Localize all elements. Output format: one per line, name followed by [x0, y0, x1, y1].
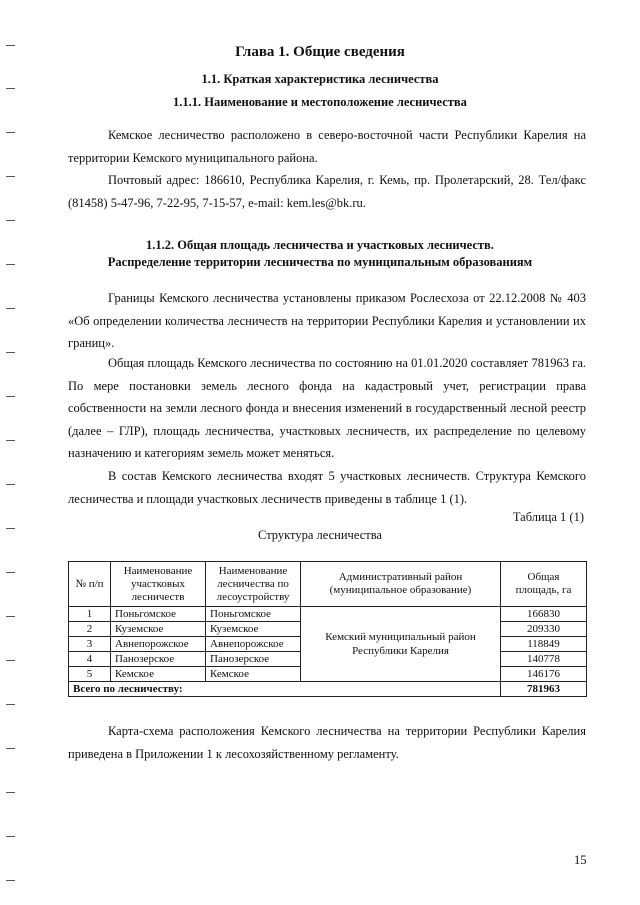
- paragraph-area: Общая площадь Кемского лесничества по состоянию на 01.01.2020 составляет 781963 га. По мере постановки земель лесного фонда на кадастровый учет, регистрации права собственности на земли лесного фонда и внесения изменений в государственный лесной реестр (далее – ГЛР), площадь лесничества, участковых лесничеств, их распределение по целевому назначению и категориям земель может меняться.: [68, 356, 586, 460]
- cell-area: 118849: [501, 637, 587, 652]
- section-heading-1-1-2-line2: Распределение территории лесничества по муниципальным образованиям: [107, 255, 533, 269]
- margin-mark: [6, 132, 15, 133]
- paragraph-location: Кемское лесничество расположено в северо-восточной части Республики Карелия на территории Кемского муниципального района.: [68, 128, 586, 165]
- cell-name: Куземское: [111, 622, 206, 637]
- cell-name: Панозерское: [111, 652, 206, 667]
- margin-mark: [6, 176, 15, 177]
- cell-area: 209330: [501, 622, 587, 637]
- paragraph-address: Почтовый адрес: 186610, Республика Карелия, г. Кемь, пр. Пролетарский, 28. Тел/факс (81458) 5-47-96, 7-22-95, 7-15-57, e-mail: kem.les@bk.ru.: [68, 173, 586, 210]
- section-heading-1-1-1: 1.1.1. Наименование и местоположение лесничества: [173, 95, 467, 109]
- cell-area: 140778: [501, 652, 587, 667]
- cell-survey-name: Авнепорожское: [206, 637, 301, 652]
- cell-admin-district: Кемский муниципальный район Республики Карелия: [301, 607, 501, 682]
- margin-mark: [6, 836, 15, 837]
- cell-survey-name: Панозерское: [206, 652, 301, 667]
- total-label: Всего по лесничеству:: [69, 682, 501, 697]
- header-admin-district: Административный район (муниципальное образование): [301, 562, 501, 607]
- cell-area: 146176: [501, 667, 587, 682]
- paragraph-borders: Границы Кемского лесничества установлены приказом Рослесхоза от 22.12.2008 № 403 «Об определении количества лесничеств на территории Республики Карелия и установлении их границ».: [68, 291, 586, 350]
- paragraph-structure: В состав Кемского лесничества входят 5 участковых лесничеств. Структура Кемского лесничества и площади участковых лесничеств приведены в таблице 1 (1).: [68, 469, 586, 506]
- margin-mark: [6, 616, 15, 617]
- cell-name: Авнепорожское: [111, 637, 206, 652]
- margin-mark: [6, 352, 15, 353]
- margin-mark: [6, 88, 15, 89]
- paragraph-map: Карта-схема расположения Кемского лесничества на территории Республики Карелия приведена в Приложении 1 к лесохозяйственному регламенту.: [68, 724, 586, 761]
- cell-survey-name: Кемское: [206, 667, 301, 682]
- margin-mark: [6, 880, 15, 881]
- header-area: Общая площадь, га: [501, 562, 587, 607]
- table-header-row: [69, 562, 587, 607]
- cell-num: 1: [69, 607, 111, 622]
- table-caption: Структура лесничества: [258, 528, 382, 542]
- cell-num: 3: [69, 637, 111, 652]
- cell-num: 5: [69, 667, 111, 682]
- margin-mark: [6, 308, 15, 309]
- cell-area: 166830: [501, 607, 587, 622]
- header-forestry-by-survey: Наименование лесничества по лесоустройству: [206, 562, 301, 607]
- margin-mark: [6, 660, 15, 661]
- margin-mark: [6, 484, 15, 485]
- cell-num: 2: [69, 622, 111, 637]
- section-heading-1-1: 1.1. Краткая характеристика лесничества: [201, 72, 439, 86]
- table-row: [69, 607, 587, 622]
- binding-margin-marks: [6, 0, 20, 905]
- margin-mark: [6, 704, 15, 705]
- page-number: 15: [574, 853, 587, 867]
- margin-mark: [6, 572, 15, 573]
- cell-name: Кемское: [111, 667, 206, 682]
- margin-mark: [6, 792, 15, 793]
- chapter-title: Глава 1. Общие сведения: [235, 44, 405, 60]
- margin-mark: [6, 396, 15, 397]
- header-num: № п/п: [69, 562, 111, 607]
- margin-mark: [6, 440, 15, 441]
- forestry-structure-table: [68, 561, 587, 697]
- margin-mark: [6, 748, 15, 749]
- table-total-row: [69, 682, 587, 697]
- cell-name: Поньгомское: [111, 607, 206, 622]
- header-district-forestry: Наименование участковых лесничеств: [111, 562, 206, 607]
- total-area: 781963: [501, 682, 587, 697]
- section-heading-1-1-2-line1: 1.1.2. Общая площадь лесничества и участковых лесничеств.: [146, 238, 494, 252]
- margin-mark: [6, 220, 15, 221]
- cell-survey-name: Куземское: [206, 622, 301, 637]
- cell-num: 4: [69, 652, 111, 667]
- table-label: Таблица 1 (1): [512, 510, 584, 524]
- cell-survey-name: Поньгомское: [206, 607, 301, 622]
